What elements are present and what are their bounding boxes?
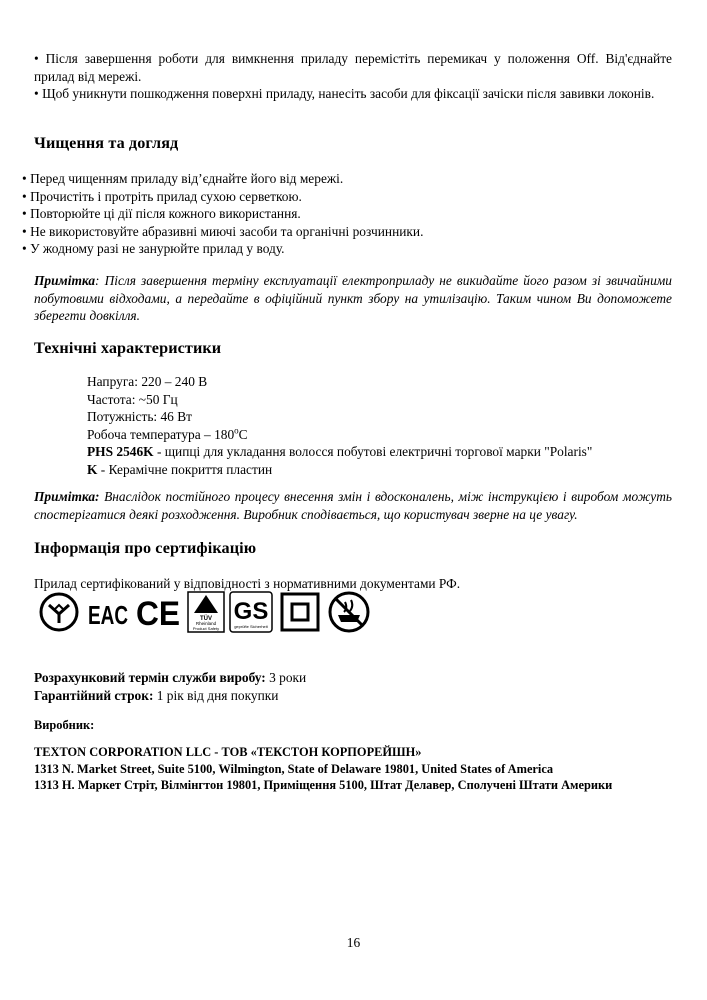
certification-text: Прилад сертифікований у відповідності з нормативними документами РФ. [34, 576, 461, 591]
gs-mark-text: GS [233, 598, 269, 625]
tuv-mark-text-3: Product Safety [192, 626, 220, 631]
intro-bullet-2-text: Щоб уникнути пошкодження поверхні приладу, нанесіть засоби для фіксації зачіски після завивки локонів. [42, 86, 655, 101]
list-item [22, 170, 672, 188]
cleaning-heading: Чищення та догляд [34, 134, 179, 152]
bullet-mark: • [22, 171, 27, 186]
spec-model [87, 443, 677, 461]
bullet-mark: • [34, 86, 39, 101]
eac-mark-icon [87, 591, 129, 633]
warranty-value: 1 рік від дня покупки [153, 687, 279, 703]
spec-temperature [87, 426, 677, 444]
spec-frequency: Частота: ~50 Гц [87, 391, 178, 407]
specs-note [34, 488, 672, 523]
service-warranty [34, 687, 674, 705]
degree-mark: о [234, 425, 239, 436]
note-text: Внаслідок постійного процесу внесення змін і вдосконалень, між інструкцією і виробом можуть спостерігатися деякі розходження. Виробник сподівається, що користувач зверне на це увагу. [34, 489, 672, 522]
list-item [22, 240, 672, 258]
note-text: : Після завершення терміну експлуатації електроприладу не викидайте його разом зі звичайними побутовими відходами, а передайте в офіційний пункт збору на утилізацію. Таким чином Ви допоможете зберегти довкілля. [34, 273, 672, 323]
model-code: PHS 2546K [87, 444, 154, 459]
no-bath-icon [327, 590, 371, 634]
bullet-mark: • [22, 223, 27, 239]
bullet-mark: • [22, 188, 27, 204]
intro-bullet-1 [34, 50, 672, 85]
class-ii-insulation-icon [280, 591, 320, 633]
list-item-text: Повторюйте ці дії після кожного використання. [30, 206, 301, 221]
manufacturer-block [34, 744, 694, 794]
service-lifetime [34, 669, 674, 687]
list-item-text: Перед чищенням приладу від’єднайте його від мережі. [30, 171, 344, 186]
tuv-mark-text-1: TÜV [200, 616, 212, 622]
spec-voltage: Напруга: 220 – 240 В [87, 374, 208, 389]
coating-desc: - Керамічне покриття пластин [97, 461, 273, 477]
tuv-mark-text-2: Rheinland [195, 621, 217, 626]
manufacturer-label: Виробник: [34, 718, 95, 732]
spec-coating [87, 461, 677, 479]
list-item [22, 223, 672, 241]
list-item-text: Не використовуйте абразивні миючі засоби та органічні розчинники. [30, 223, 424, 239]
cleaning-note [34, 272, 672, 325]
coating-code: K [87, 461, 98, 477]
temperature-text: Робоча температура – 180 [87, 426, 235, 442]
page-number: 16 [346, 935, 361, 950]
ce-mark-text: CE [136, 595, 180, 633]
specs-heading: Технічні характеристики [34, 339, 222, 357]
cleaning-list [22, 170, 672, 258]
note-label: Примітка [34, 273, 96, 288]
note-label: Примітка: [34, 489, 100, 504]
list-item-text: Прочистіть і протріть прилад сухою серветкою. [30, 188, 302, 204]
gs-mark-small-text: geprüfte Sicherheit [234, 624, 268, 629]
service-info [34, 669, 674, 704]
list-item [22, 188, 672, 206]
manufacturer-name: TEXTON CORPORATION LLC - ТОВ «ТЕКСТОН КОРПОРЕЙШН» [34, 745, 422, 759]
manufacturer-address-ua: 1313 Н. Маркет Стріт, Вілмінгтон 19801, Приміщення 5100, Штат Делавер, Сполучені Штати Америки [34, 778, 613, 792]
eac-mark-text: EAC [88, 600, 129, 630]
ce-mark-icon [135, 591, 181, 633]
tuv-mark-icon [187, 591, 225, 633]
gs-mark-icon [229, 591, 273, 633]
certification-marks [38, 590, 363, 634]
certification-heading: Інформація про сертифікацію [34, 539, 257, 557]
intro-bullet-1-text: Після завершення роботи для вимкнення приладу перемістіть перемикач у положення Off. Від'єднайте прилад від мережі. [34, 51, 672, 84]
list-item-text: У жодному разі не занурюйте прилад у воду. [30, 241, 285, 256]
specs-block [87, 373, 677, 478]
manufacturer-address-en: 1313 N. Market Street, Suite 5100, Wilmington, State of Delaware 19801, United States of America [34, 761, 554, 776]
ukr-conformity-icon [38, 591, 80, 633]
bullet-mark: • [22, 241, 27, 256]
lifetime-value: 3 роки [265, 670, 307, 685]
lifetime-label: Розрахунковий термін служби виробу: [34, 670, 266, 685]
bullet-mark: • [22, 206, 27, 221]
bullet-mark: • [34, 51, 39, 66]
list-item [22, 205, 672, 223]
spec-power: Потужність: 46 Вт [87, 409, 193, 424]
intro-bullet-2 [34, 85, 672, 103]
warranty-label: Гарантійний строк: [34, 687, 154, 703]
temperature-unit: С [238, 426, 248, 442]
model-desc: - щипці для укладання волосся побутові електричні торгової марки "Polaris" [153, 444, 593, 459]
